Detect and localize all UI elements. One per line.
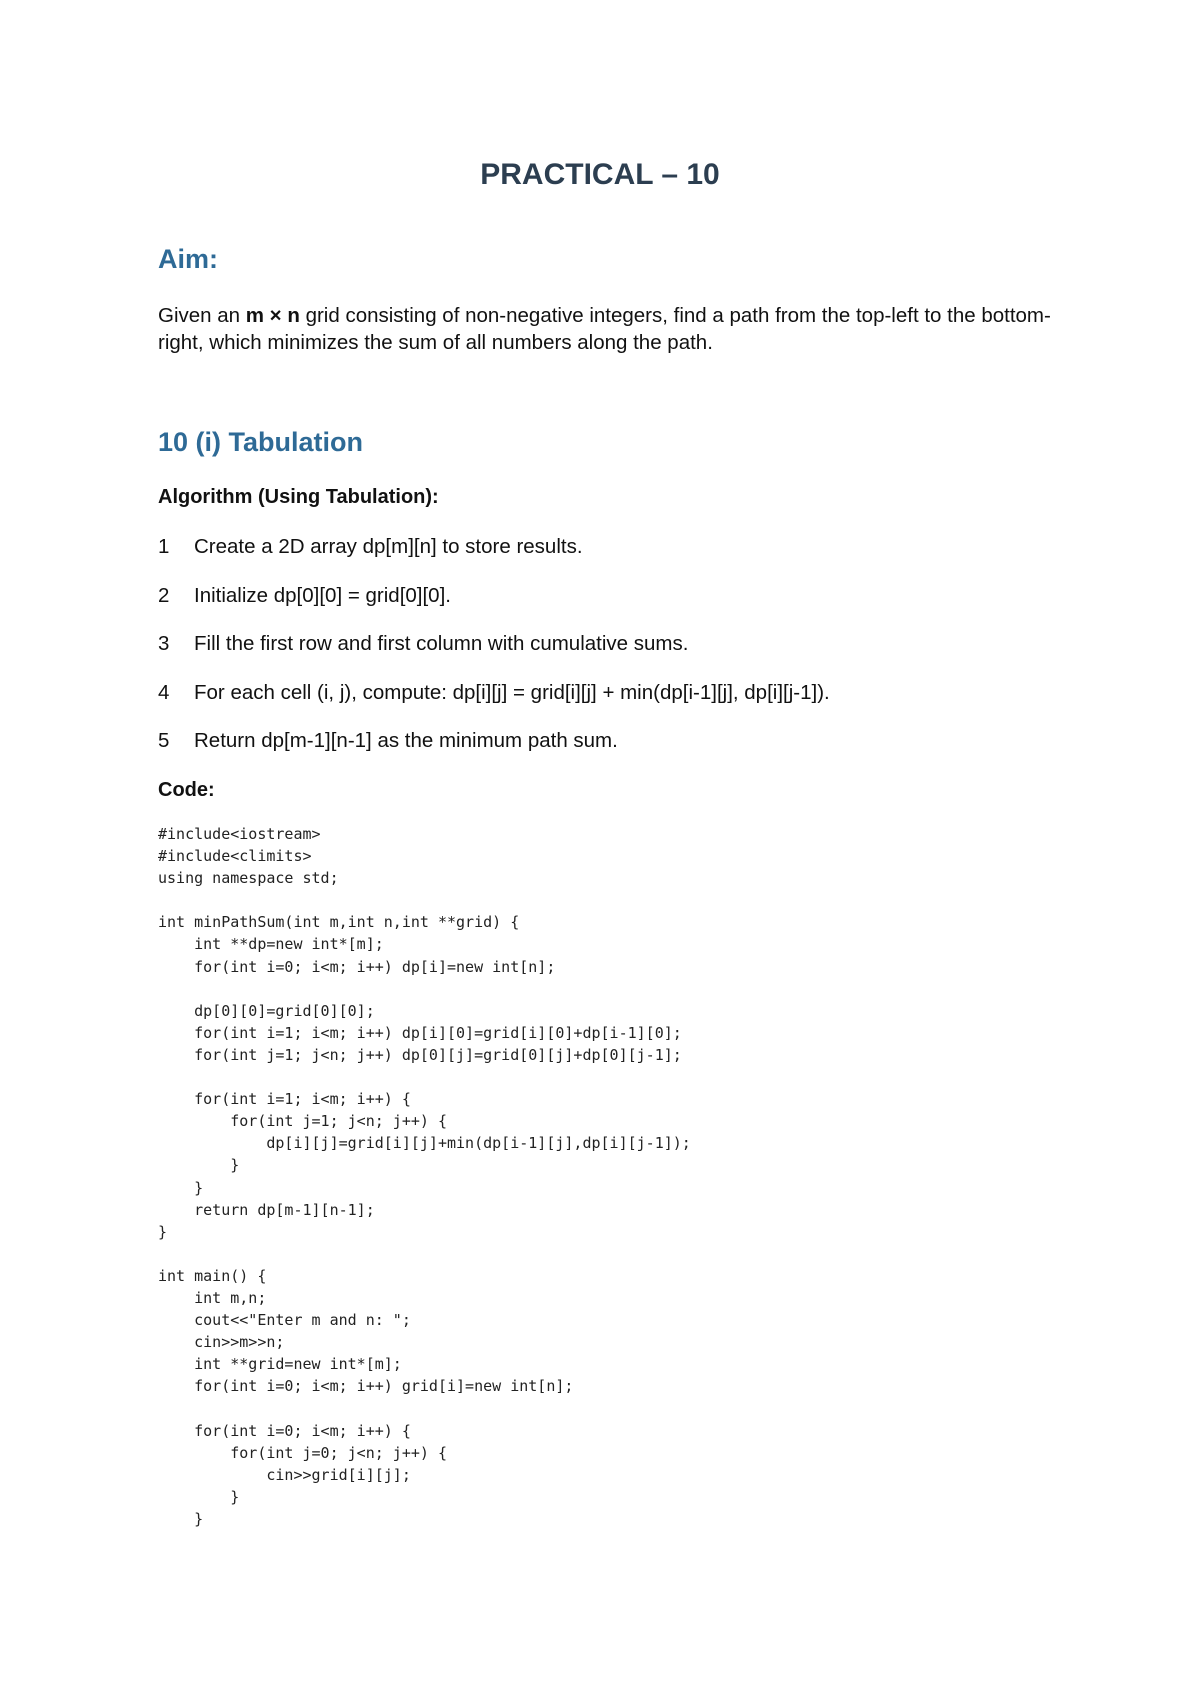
step-text: Initialize dp[0][0] = grid[0][0]. — [194, 583, 451, 607]
step-text: Return dp[m-1][n-1] as the minimum path sum. — [194, 729, 618, 752]
algorithm-step — [158, 533, 830, 582]
step-number: 5 — [158, 729, 170, 752]
aim-text-dimensions: m × n — [245, 304, 300, 327]
algorithm-step — [158, 727, 830, 776]
algorithm-step — [158, 582, 830, 631]
aim-heading: Aim: — [158, 244, 218, 274]
step-number: 4 — [158, 680, 170, 704]
step-number: 3 — [158, 632, 170, 655]
aim-text-before: Given an — [158, 304, 246, 327]
algorithm-heading: Algorithm (Using Tabulation): — [158, 486, 439, 508]
algorithm-steps — [158, 533, 830, 776]
step-number: 1 — [158, 535, 170, 558]
step-text: For each cell (i, j), compute: dp[i][j] = grid[i][j] + min(dp[i-1][j], dp[i][j-1]). — [194, 680, 830, 704]
tabulation-heading: 10 (i) Tabulation — [158, 427, 364, 457]
algorithm-step — [158, 679, 830, 728]
step-text: Create a 2D array dp[m][n] to store results. — [194, 535, 583, 558]
code-block: #include<iostream> #include<climits> using namespace std; int minPathSum(int m,int n,int **grid) { int **dp=new int*[m]; for(int i=0; i<m; i++) dp[i]=new int[n]; dp[0][0]=grid[0][0]; for(int i=1; i<m; i++) dp[i][0]=grid[i][0]+dp[i-1][0]; for(int j=1; j<n; j++) dp[0][j]=grid[0][j]+dp[0][j-1]; for(int i=1; i<m; i++) { for(int j=1; j<n; j++) { dp[i][j]=grid[i][j]+min(dp[i-1][j],dp[i][j-1]); } } return dp[m-1][n-1]; } int main() { int m,n; cout<<"Enter m and n: "; cin>>m>>n; int **grid=new int*[m]; for(int i=0; i<m; i++) grid[i]=new int[n]; for(int i=0; i<m; i++) { for(int j=0; j<n; j++) { cin>>grid[i][j]; } } — [158, 825, 691, 1528]
aim-text — [158, 302, 1058, 356]
code-heading: Code: — [158, 779, 215, 801]
aim-text-after: grid consisting of non-negative integers, find a path from the top-left to the bottom-right, which minimizes the sum of all numbers along the path. — [158, 304, 1051, 354]
page-title: PRACTICAL – 10 — [480, 158, 720, 191]
algorithm-step — [158, 630, 830, 679]
step-text: Fill the first row and first column with cumulative sums. — [194, 632, 689, 655]
step-number: 2 — [158, 583, 170, 607]
